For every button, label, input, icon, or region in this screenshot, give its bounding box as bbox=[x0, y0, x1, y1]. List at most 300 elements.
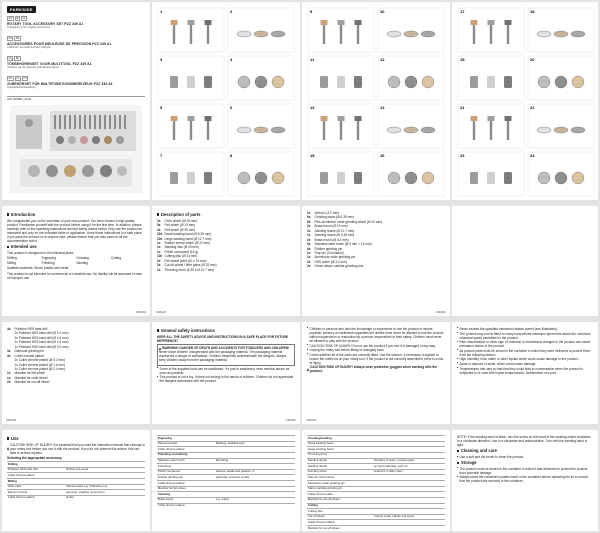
part-name: Aluminium oxide grinding pin bbox=[314, 255, 356, 260]
table-cell: Brass brush bbox=[157, 497, 215, 503]
part-quantity bbox=[7, 345, 13, 349]
part-name: Mandrel for cloth wheel bbox=[14, 375, 48, 380]
part-quantity: 1x bbox=[307, 228, 311, 233]
language-block bbox=[7, 56, 145, 69]
part-number-label: 8 bbox=[230, 153, 233, 158]
list-item: ■ Always place the container's plastic insert in the container before replacing the lid to ensure that the product sits securely in the container. bbox=[457, 475, 593, 483]
table-cell: Various tasks e.g. hollowing out, bbox=[65, 484, 145, 490]
intro-text: We congratulate you on the purchase of your new product. You have chosen a high quality product. Familiarise yourself with the product before using it for the first time. In addition, please carefully refer to the operating instructions and the safety advice below. Only use the product as instructed and only for the indicated fields of application. Keep these instructions in a safe place. If you pass the product on to anyone else, please ensure that you also pass on all the documentation with it. bbox=[7, 218, 143, 243]
part-name: Large sanding band (Ø 12.7 mm) bbox=[164, 236, 212, 241]
part-number-label: 16 bbox=[380, 153, 385, 158]
list-item bbox=[307, 224, 445, 228]
table-cell: Aluminium oxide grinding pin bbox=[307, 481, 373, 487]
part-name: Small sanding band (Ø 6.35 mm) bbox=[164, 232, 212, 237]
list-item bbox=[7, 349, 145, 353]
task-item: Polishing bbox=[41, 260, 55, 265]
part-name: Collet chrome plated bbox=[14, 353, 44, 358]
table-cell: grooving, shaping, grooving in bbox=[65, 490, 145, 496]
part-quantity: 1x bbox=[157, 240, 161, 245]
list-item: ■ Unplug the rotary tool before fitting or changing tools. bbox=[307, 348, 445, 352]
part-figure bbox=[228, 104, 294, 148]
table-cell: Silicon carbide grinding pin bbox=[307, 486, 373, 492]
page-number: GB/IE/NI bbox=[306, 418, 317, 422]
list-item bbox=[7, 371, 145, 375]
table-heading-cell: Cutting bbox=[307, 503, 445, 509]
part-quantity bbox=[7, 363, 13, 367]
part-name: Rubber emery wheel (Ø 22 mm) bbox=[164, 240, 211, 245]
part-number-label: 2 bbox=[230, 9, 233, 14]
part-figure bbox=[528, 56, 594, 100]
part-quantity bbox=[7, 331, 13, 335]
part-number-label: 9 bbox=[310, 9, 313, 14]
blank-page bbox=[452, 206, 598, 316]
table-cell: on hard materials, such as bbox=[373, 464, 445, 470]
list-item: ■ All product parts must be stored in the container in which they were delivered to protect them from the following factors: bbox=[457, 349, 593, 357]
part-name: Sanding disc (Ø 25 mm) bbox=[164, 245, 199, 250]
list-item: ■ High humidity, heat, water or other liquids which could cause damage to the product. bbox=[457, 357, 593, 361]
parts-illustration bbox=[302, 2, 450, 200]
page-number: GB/IE/NI bbox=[285, 418, 296, 422]
table-heading-cell: Grinding/sanding bbox=[307, 436, 445, 442]
part-quantity: 1x bbox=[307, 233, 311, 238]
table-cell: Cutting metal, plastic and wood bbox=[373, 514, 445, 520]
part-name: 1x Collet chrome plated (Ø 2.4 mm) bbox=[14, 366, 65, 371]
caution-note: CAUTION! RISK OF INJURY! Always wear protective goggles when working with the product. bbox=[307, 365, 445, 373]
part-quantity: 6x bbox=[307, 215, 311, 220]
table-heading-cell: Drilling bbox=[7, 462, 145, 468]
table-cell: Sanding shank bbox=[307, 464, 373, 470]
parts-page-2 bbox=[302, 206, 450, 316]
table-heading-cell: Engraving bbox=[157, 436, 295, 442]
table-cell: Marking, detailed work bbox=[215, 441, 295, 447]
product-subtitle: Traduction du mode d'emploi d'origine bbox=[7, 46, 51, 50]
part-quantity bbox=[7, 358, 13, 362]
task-item: Cleaning bbox=[76, 256, 89, 261]
part-number-label: 23 bbox=[460, 153, 465, 158]
part-name: Felt wheel (Ø 13 mm) bbox=[164, 223, 196, 228]
list-item bbox=[157, 254, 295, 258]
table-cell: Collet chrome plated bbox=[157, 447, 215, 453]
liability-text: This product is not intended for commercial or industrial use. No liability will be assumed in case of improper use. bbox=[7, 271, 143, 280]
part-figure bbox=[458, 56, 524, 100]
ian-number: IAN 409592_2204 bbox=[7, 97, 32, 101]
list-item bbox=[7, 367, 145, 371]
list-item bbox=[157, 232, 295, 236]
list-item bbox=[7, 327, 145, 331]
part-number-label: 10 bbox=[380, 9, 385, 14]
table-cell: Various metals and plastics, in bbox=[215, 469, 295, 475]
list-item: ■ The product may not be fitted to rotary tools whose maximum speed lies above the maximum rotational speed permitted for the product. bbox=[457, 332, 593, 340]
safety-page-3 bbox=[452, 322, 598, 424]
part-quantity: 5x bbox=[157, 223, 161, 228]
parts-illustration-page-2 bbox=[302, 2, 450, 200]
country-code: BE bbox=[15, 37, 20, 40]
part-number-label: 3 bbox=[160, 57, 163, 62]
country-flags bbox=[7, 76, 145, 81]
part-name: HSS cutter (Ø 3.2 mm) bbox=[314, 259, 347, 264]
part-figure bbox=[458, 8, 524, 52]
part-quantity: 2x bbox=[307, 259, 311, 264]
part-number-label: 19 bbox=[460, 57, 465, 62]
table-heading-cell: Cleaning bbox=[157, 492, 295, 498]
country-code: BE bbox=[15, 57, 20, 60]
part-quantity: 2x bbox=[307, 224, 311, 229]
list-item: ■ Never exceed the specified maximum rotation speed (see illustration). bbox=[457, 327, 593, 331]
list-item bbox=[307, 233, 445, 237]
list-item bbox=[7, 358, 145, 362]
country-code: DE bbox=[8, 77, 12, 80]
intended-use-text: This product is designed for the following tasks: bbox=[7, 250, 74, 255]
page-number: GB/IE/NI bbox=[135, 310, 146, 314]
part-name: Cloth wheel (Ø 25 mm) bbox=[164, 218, 198, 223]
table-cell: Polished HSS twist drill bbox=[7, 467, 65, 473]
part-quantity bbox=[7, 367, 13, 371]
part-name: Cutting disc (Ø 24 mm) bbox=[164, 254, 198, 259]
part-quantity: 2x bbox=[307, 264, 311, 269]
part-name: Green silicon carbide grinding pins bbox=[314, 264, 364, 269]
section-heading: General safety instructions bbox=[157, 328, 295, 333]
list-item bbox=[307, 229, 445, 233]
part-quantity: 10x bbox=[157, 254, 163, 259]
part-name: Pink aluminium oxide grinding wheel (Ø 20 mm) bbox=[314, 219, 383, 224]
table-cell: Collet chrome plated bbox=[307, 520, 373, 526]
product-title: ROTARY TOOL ACCESSORY SET PZZ 349 A1 bbox=[7, 22, 84, 26]
list-item bbox=[157, 250, 295, 254]
part-figure bbox=[378, 56, 444, 100]
list-item bbox=[157, 263, 295, 267]
cover-page bbox=[2, 2, 150, 200]
part-name: Felt wheel point (10 x 15 mm) bbox=[164, 258, 207, 263]
accessory-table bbox=[307, 435, 445, 531]
list-item bbox=[157, 241, 295, 245]
table-cell: Sanding shank bbox=[307, 458, 373, 464]
list-item bbox=[307, 260, 445, 264]
table-cell: e.g. metal bbox=[215, 497, 295, 503]
list-item bbox=[157, 259, 295, 263]
warning-icon bbox=[307, 368, 309, 371]
care-page bbox=[452, 430, 598, 531]
part-name: 2x Polished HSS twist drill (Ø 1.0 mm) bbox=[14, 331, 69, 336]
use-page-2 bbox=[152, 430, 300, 531]
list-item bbox=[7, 345, 145, 349]
table-cell: Derusting bbox=[215, 458, 295, 464]
list-item: ■ CAUTION! RISK OF INJURY! Do not use the product if you see it is damaged in any way. bbox=[307, 344, 445, 348]
part-figure bbox=[158, 8, 224, 52]
parts-illustration bbox=[152, 2, 300, 200]
part-figure bbox=[528, 152, 594, 196]
list-item bbox=[307, 220, 445, 224]
list-item bbox=[157, 237, 295, 241]
list-item bbox=[157, 223, 295, 227]
part-quantity: 1x bbox=[157, 245, 161, 250]
part-figure bbox=[158, 104, 224, 148]
part-quantity: 2x bbox=[157, 218, 161, 223]
country-code: CH bbox=[23, 77, 27, 80]
part-quantity: 2x bbox=[157, 258, 161, 263]
list-item bbox=[307, 264, 445, 268]
accessory-table bbox=[7, 461, 145, 500]
part-quantity: 2x bbox=[7, 380, 11, 385]
part-quantity: 1x bbox=[7, 371, 11, 376]
table-cell: Polish compound bbox=[157, 469, 215, 475]
part-figure bbox=[378, 104, 444, 148]
part-name: Grinding stone (Ø 6.35 mm) bbox=[314, 215, 355, 220]
part-quantity: 4x bbox=[7, 327, 11, 331]
part-quantity bbox=[7, 336, 13, 340]
table-cell: Collet chrome plate bbox=[307, 492, 373, 498]
part-number-label: 15 bbox=[310, 153, 315, 158]
part-figure bbox=[528, 104, 594, 148]
part-figure bbox=[308, 104, 374, 148]
note-text: NOTE: If the sanding band is slack, turn the screw on the head of the sanding shank clockwise. In a clockwise direction. Use in a clockwise and anticlockwise. Turn until the sanding band is tight. bbox=[457, 435, 592, 447]
country-code: IE bbox=[16, 17, 19, 20]
list-item bbox=[7, 376, 145, 380]
country-flags bbox=[7, 56, 145, 61]
task-item: Cutting bbox=[110, 256, 121, 261]
table-cell: ceramics or alloy steel bbox=[373, 469, 445, 475]
list-item bbox=[7, 340, 145, 344]
page-number: GB/IE/NI bbox=[156, 310, 167, 314]
list-item bbox=[307, 247, 445, 251]
part-figure bbox=[378, 152, 444, 196]
table-cell: Stainless steel brush bbox=[157, 458, 215, 464]
part-quantity: 1x bbox=[157, 267, 161, 272]
table-cell bbox=[373, 526, 445, 531]
part-number-label: 12 bbox=[380, 57, 385, 62]
parts-list-page bbox=[2, 322, 150, 424]
part-name: Brass brush (Ø 19 mm) bbox=[314, 224, 348, 229]
list-item: ■ Use a soft and dry brush to clean the product. bbox=[457, 455, 593, 459]
table-cell: Mandrel for cut-off wheel bbox=[307, 526, 373, 531]
table-cell: Cutting disc bbox=[307, 509, 373, 515]
part-name: Wrench (3.2 mm) bbox=[314, 211, 340, 215]
section-heading: Introduction bbox=[7, 212, 145, 217]
part-name: Mandrel for cut-off wheel bbox=[14, 380, 50, 385]
page-number: GB/IE/NI bbox=[435, 310, 446, 314]
list-item bbox=[7, 336, 145, 340]
part-name: Cut-off wheel / fibre glass (Ø 32 mm) bbox=[164, 263, 217, 268]
list-item: ■ Risk: discoloration or other sign of chemical or mechanical changes in the product can cause premature failure of the product. bbox=[457, 340, 593, 348]
part-number-label: 4 bbox=[230, 57, 233, 62]
list-item: ■ Children or persons who lack the knowledge or experience to use the product or whose physical, sensory or intellectual capacities are limited must never be allowed to use the product without supervision or instruction by a person responsible for their safety. Children must never be allowed to play with the product. bbox=[307, 327, 445, 343]
table-cell: Diamond cutter bbox=[157, 441, 215, 447]
part-figure bbox=[308, 8, 374, 52]
warning-icon bbox=[7, 447, 9, 450]
safety-intro: KEEP ALL THE SAFETY ADVICE AND INSTRUCTIONS IN A SAFE PLACE FOR FUTURE REFERENCE! bbox=[157, 334, 288, 343]
list-item bbox=[307, 242, 445, 246]
list-item: ■ This product is not a toy. It does not belong in the hands of children. Children do not appreciate the dangers associated with the product. bbox=[157, 375, 295, 383]
table-cell: Diamond cutter bbox=[7, 490, 65, 496]
table-cell: Small sanding band bbox=[307, 441, 373, 447]
list-item: ■ Check whether all of the parts are correctly fitted. Use the wrench. If necessary re-tighten or loosen the collet nut on your rotary tool. If the product is not correctly assembled, there is a risk of injury. bbox=[307, 353, 445, 365]
safety-page-2 bbox=[302, 322, 450, 424]
country-flags bbox=[7, 36, 145, 41]
part-number-label: 18 bbox=[530, 9, 535, 14]
table-cell: Cut-off wheel bbox=[307, 514, 373, 520]
section-heading: Storage bbox=[457, 460, 593, 465]
table-cell: HSS cutter bbox=[7, 484, 65, 490]
part-number-label: 21 bbox=[460, 105, 465, 110]
language-block bbox=[7, 76, 145, 89]
task-item: Engraving bbox=[41, 256, 56, 261]
table-cell: Flap pin (Corundum) bbox=[307, 475, 373, 481]
table-cell: Collet chrome plated bbox=[7, 473, 65, 479]
part-quantity: 20x bbox=[157, 232, 163, 237]
part-number-label: 1 bbox=[160, 9, 163, 14]
table-cell: Drilling into wood bbox=[65, 467, 145, 473]
parkside-logo: PARKSIDE bbox=[7, 6, 36, 13]
list-item bbox=[7, 354, 145, 358]
product-subtitle: Vertaling van de originele gebruiksaanwijzing bbox=[7, 66, 59, 70]
caution-note: CAUTION! RISK OF INJURY! It is essential that you read the instruction manual that belongs to your rotary tool before you use it with the product. If you do not observe this advice, this can lead to serious injuries. bbox=[7, 443, 145, 455]
list-item bbox=[7, 363, 145, 367]
section-heading: Use bbox=[7, 436, 145, 441]
part-number-label: 11 bbox=[310, 57, 315, 62]
table-cell: Mandrel for felt wheel bbox=[157, 486, 215, 492]
list-item bbox=[157, 268, 295, 272]
table-heading-cell: Polishing, burnishing bbox=[157, 452, 295, 458]
section-heading: Cleaning and care bbox=[457, 448, 593, 453]
part-number-label: 24 bbox=[530, 153, 535, 158]
task-item: Drilling bbox=[7, 256, 17, 261]
product-subtitle: Translation of the original instructions bbox=[7, 26, 50, 30]
part-name: 1x Polished HSS twist drill (Ø 2.4 mm) bbox=[14, 340, 69, 345]
task-item: Milling bbox=[7, 260, 17, 265]
table-cell: Rubber grinding pin bbox=[157, 475, 215, 481]
language-block bbox=[7, 36, 145, 49]
part-number-label: 20 bbox=[530, 57, 535, 62]
list-item: ■ The product must be stored in the container in which it was delivered to protect the product from potential damage. bbox=[457, 467, 593, 475]
list-item bbox=[157, 219, 295, 223]
country-code: NL bbox=[8, 57, 12, 60]
part-figure bbox=[458, 104, 524, 148]
part-figure bbox=[308, 56, 374, 100]
task-item: Sanding bbox=[76, 260, 88, 265]
table-cell: timber bbox=[65, 495, 145, 500]
product-subtitle: Originalbetriebsanleitung bbox=[7, 86, 36, 90]
use-page-3 bbox=[302, 430, 450, 531]
part-name: Diamond grinding bit bbox=[14, 349, 44, 354]
part-name: Stainless steel brush (Ø 3 mm + 13 mm) bbox=[314, 242, 372, 247]
part-quantity: 1x bbox=[7, 375, 11, 380]
part-number-label: 14 bbox=[380, 105, 385, 110]
part-name: 2x Collet chrome plated (Ø 3.2 mm) bbox=[14, 358, 65, 363]
part-name: Mandrel for felt wheel bbox=[14, 371, 45, 376]
country-code: FR bbox=[8, 37, 12, 40]
language-block bbox=[7, 16, 145, 29]
part-name: Trimming drum (6.35 x Ø 12.7 mm) bbox=[164, 267, 215, 272]
table-cell: Grinding stone bbox=[307, 469, 373, 475]
part-number-label: 6 bbox=[230, 105, 233, 110]
part-quantity: 6x bbox=[307, 219, 311, 224]
part-figure bbox=[528, 8, 594, 52]
part-figure bbox=[458, 152, 524, 196]
country-code: GB bbox=[8, 17, 13, 20]
list-item bbox=[7, 380, 145, 384]
table-cell: Felt wheel bbox=[157, 464, 215, 470]
parts-page bbox=[152, 206, 300, 316]
use-page bbox=[2, 430, 150, 531]
part-name: 1x Collet chrome plated (Ø 1.6 mm) bbox=[14, 362, 65, 367]
table-cell: Mandrel for cut-off wheel bbox=[307, 497, 373, 503]
part-name: 2x Polished HSS twist drill (Ø 1.6 mm) bbox=[14, 335, 69, 340]
table-row bbox=[307, 526, 445, 531]
list-item bbox=[307, 215, 445, 219]
product-title: ZUBEHÖRSET FÜR MULTIFUNKTIONSWERKZEUG PZZ 349 A1 bbox=[7, 82, 113, 86]
list-item bbox=[307, 238, 445, 242]
part-name: Rubber grinding pin bbox=[314, 246, 343, 251]
table-cell: Collet chrome plated bbox=[7, 495, 65, 500]
part-figure bbox=[158, 56, 224, 100]
list-item bbox=[7, 331, 145, 335]
part-figure bbox=[378, 8, 444, 52]
accessory-table bbox=[157, 435, 295, 508]
safety-page bbox=[152, 322, 300, 424]
product-title: TOEBEHORENSET VOOR MULTITOOL PZZ 349 A1 bbox=[7, 62, 92, 66]
part-quantity bbox=[7, 340, 13, 344]
part-figure bbox=[228, 152, 294, 196]
table-cell: Collet chrome plated bbox=[157, 503, 215, 508]
product-title: ACCESSOIRES POUR MEULEUSE DE PRÉCISION PZZ 349 A1 bbox=[7, 42, 112, 46]
table-cell: particular, precious metals bbox=[215, 475, 295, 481]
table-cell: Trimming drum bbox=[307, 452, 373, 458]
list-item bbox=[157, 245, 295, 249]
table-heading-cell: Milling bbox=[7, 479, 145, 485]
part-figure bbox=[308, 152, 374, 196]
list-item bbox=[307, 211, 445, 215]
part-quantity: 3x bbox=[7, 349, 11, 354]
part-quantity: 4x bbox=[7, 353, 11, 358]
list-item: ■ Temperatures that vary so fast that they could lead to condensation when the product is subjected to or uses with higher temperatures. Deformation of a part. bbox=[457, 367, 593, 375]
list-item bbox=[307, 251, 445, 255]
part-name: Polished HSS twist drill bbox=[14, 327, 48, 331]
part-quantity: 4x bbox=[157, 227, 161, 232]
parts-illustration-page-3 bbox=[452, 2, 598, 200]
country-code: NI bbox=[22, 17, 26, 20]
part-quantity: 6x bbox=[307, 246, 311, 251]
part-quantity: 1x bbox=[307, 211, 311, 215]
part-name: Sanding shank (Ø 12.7 mm) bbox=[314, 228, 355, 233]
country-code: AT bbox=[16, 77, 19, 80]
part-quantity: 3x bbox=[307, 242, 311, 247]
part-number-label: 13 bbox=[310, 105, 315, 110]
list-item: ■ Some of the supplied tools can be swallowed. If a part is swallowed, seek medical advice as soon as possible. bbox=[157, 367, 295, 375]
part-number-label: 7 bbox=[160, 153, 163, 158]
part-name: Brass brush (Ø 3.2 mm) bbox=[314, 237, 349, 242]
part-name: Flap pin (Corundum) bbox=[314, 250, 344, 255]
part-quantity: 2x bbox=[307, 237, 311, 242]
section-heading: Description of parts bbox=[157, 212, 295, 217]
product-photo bbox=[10, 105, 142, 193]
intro-page bbox=[2, 206, 150, 316]
part-number-label: 17 bbox=[460, 9, 465, 14]
part-quantity: 1x bbox=[307, 255, 311, 260]
section-heading: Intended use bbox=[7, 244, 145, 249]
table-row bbox=[7, 495, 145, 500]
part-quantity: 10x bbox=[157, 236, 163, 241]
table-cell: Collet chrome plated bbox=[157, 481, 215, 487]
part-name: Polish compound (15 g) bbox=[164, 249, 199, 254]
list-item: ■ Acids or vapours of acids, which could cause damage. bbox=[457, 362, 593, 366]
part-number-label: 22 bbox=[530, 105, 535, 110]
parts-illustration bbox=[452, 2, 598, 200]
warning-box: WARNING! DANGER OF DEATH AND ACCIDENTS FOR TODDLERS AND CHILDREN! Never leave children unsupervised with the packaging material. The packaging material represents a danger of suffocation. Children frequently underestimate the dangers. Always keep children away from the packaging material. bbox=[157, 344, 295, 365]
part-figure bbox=[228, 8, 294, 52]
subheading: Selecting the appropriate accessory bbox=[7, 455, 62, 460]
part-name: Sanding shank (Ø 6.35 mm) bbox=[314, 233, 355, 238]
page-number: GB/IE/NI bbox=[6, 418, 17, 422]
country-flags bbox=[7, 16, 145, 21]
